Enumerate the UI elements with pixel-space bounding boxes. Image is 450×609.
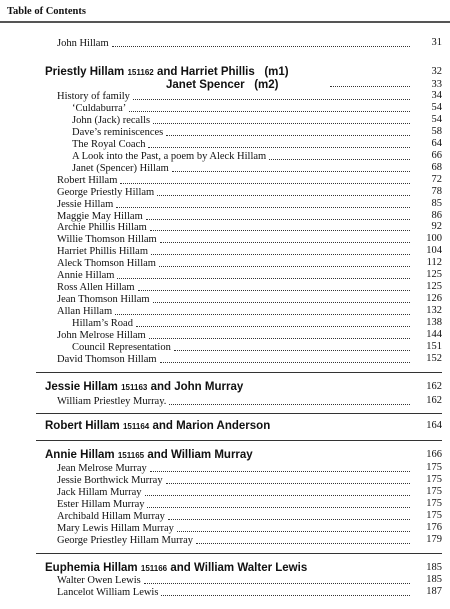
dot-leader: [150, 471, 410, 472]
entry-title: Robert Hillam: [57, 174, 118, 186]
entry-title: Harriet Phillis Hillam: [57, 246, 148, 258]
heading-spouse: Marion Anderson: [176, 420, 271, 432]
entry-page-number: 175: [426, 509, 442, 521]
entry-title: ‘Culdaburra’: [72, 102, 127, 114]
entry-title: Dave’s reminiscences: [72, 126, 164, 138]
entry-page-number: 175: [426, 485, 442, 497]
entry-title: Aleck Thomson Hillam: [57, 258, 156, 270]
entry-page-number: 179: [426, 533, 442, 545]
entry-title: Ester Hillam Murray: [57, 498, 145, 510]
section-heading: [45, 66, 289, 79]
dot-leader: [138, 290, 410, 291]
heading-joiner: and: [156, 66, 178, 78]
entry-title: George Priestly Hillam: [57, 186, 155, 198]
dot-leader: [133, 99, 410, 100]
dot-leader: [146, 219, 410, 220]
dot-leader: [144, 583, 410, 584]
entry-page-number: 100: [426, 233, 442, 245]
entry-title: Ross Allen Hillam: [57, 282, 135, 294]
entry-page-number: 112: [426, 257, 442, 269]
entry-page-number: 92: [431, 221, 442, 233]
entry-title: Allan Hillam: [57, 306, 113, 318]
entry-page-number: 34: [431, 90, 442, 101]
dot-leader: [330, 86, 410, 87]
dot-leader: [136, 326, 410, 327]
section-divider: [36, 440, 442, 441]
entry-title: John (Jack) recalls: [72, 114, 151, 126]
entry-page-number: 152: [426, 352, 442, 364]
toc-entry[interactable]: [57, 586, 410, 599]
entry-page-number: 175: [426, 497, 442, 509]
dot-leader: [149, 338, 410, 339]
dot-leader: [161, 595, 410, 596]
entry-page-number: 85: [431, 197, 442, 209]
heading-ref-id: 151162: [127, 68, 154, 77]
toc-entry[interactable]: [57, 353, 410, 366]
heading-page-number: 164: [426, 420, 442, 431]
entry-title: John Melrose Hillam: [57, 330, 146, 341]
entry-page-number: 125: [426, 281, 442, 293]
entry-title: Hillam’s Road: [72, 318, 133, 330]
section-divider: [36, 413, 442, 414]
dot-leader: [151, 254, 410, 255]
heading-spouse: William Walter Lewis: [194, 562, 308, 574]
entry-page-number: 162: [426, 395, 442, 406]
dot-leader: [166, 135, 410, 136]
entry-title: The Royal Coach: [72, 138, 146, 150]
heading-page-number: 33: [431, 79, 442, 90]
heading-spouse: John Murray: [174, 381, 244, 393]
dot-leader: [148, 147, 410, 148]
dot-leader: [112, 46, 410, 47]
heading-page-number: 185: [426, 562, 442, 573]
heading-page-number: 166: [426, 449, 442, 460]
dot-leader: [177, 531, 410, 532]
entry-title: John Hillam: [57, 38, 109, 49]
entry-page-number: 54: [431, 101, 442, 113]
entry-title: Jessie Hillam: [57, 198, 114, 210]
entry-title: Archibald Hillam Murray: [57, 510, 165, 522]
heading-name: Jessie Hillam: [45, 381, 118, 393]
dot-leader: [168, 519, 410, 520]
heading-joiner: and: [150, 381, 172, 393]
dot-leader: [115, 314, 410, 315]
dot-leader: [196, 543, 410, 544]
entry-title: History of family: [57, 91, 130, 102]
heading-page-number: 32: [431, 66, 442, 77]
header-rule: [0, 21, 450, 23]
dot-leader: [160, 242, 410, 243]
entry-page-number: 138: [426, 317, 442, 329]
dot-leader: [157, 195, 410, 196]
section-divider: [36, 553, 442, 554]
heading-ref-id: 151165: [117, 451, 145, 460]
entry-title: Jean Melrose Murray: [57, 463, 147, 474]
toc-entry[interactable]: [57, 395, 410, 408]
entry-title: Mary Lewis Hillam Murray: [57, 522, 174, 534]
dot-leader: [172, 171, 410, 172]
toc-entry[interactable]: [57, 37, 410, 50]
page-header: Table of Contents: [7, 6, 86, 17]
entry-page-number: 104: [426, 245, 442, 257]
dot-leader: [169, 404, 410, 405]
entry-page-number: 144: [426, 329, 442, 340]
entry-title: Jack Hillam Murray: [57, 486, 142, 498]
dot-leader: [116, 207, 410, 208]
heading-ref-id: 151166: [140, 564, 168, 573]
entry-title: Jean Thomson Hillam: [57, 294, 150, 306]
dot-leader: [147, 507, 410, 508]
marriage-marker: (m1): [264, 66, 289, 78]
entry-title: Maggie May Hillam: [57, 210, 143, 222]
heading-name: Euphemia Hillam: [45, 562, 138, 574]
entry-title: George Priestley Hillam Murray: [57, 534, 193, 546]
marriage-marker: (m2): [254, 79, 279, 91]
heading-name: Priestly Hillam: [45, 66, 125, 78]
heading-ref-id: 151164: [122, 422, 150, 431]
entry-page-number: 185: [426, 574, 442, 585]
section-divider: [36, 372, 442, 373]
entry-page-number: 31: [431, 37, 442, 48]
dot-leader: [269, 159, 410, 160]
entry-title: William Priestley Murray.: [57, 396, 167, 407]
heading-name: Annie Hillam: [45, 449, 115, 461]
toc-entry[interactable]: [57, 534, 410, 547]
heading-page-number: 162: [426, 381, 442, 392]
entry-title: David Thomson Hillam: [57, 353, 157, 365]
entry-title: Annie Hillam: [57, 270, 115, 282]
entry-title: Jessie Borthwick Murray: [57, 474, 163, 486]
entry-title: Archie Phillis Hillam: [57, 222, 147, 234]
entry-page-number: 176: [426, 521, 442, 533]
entry-title: Janet (Spencer) Hillam: [72, 162, 169, 174]
section-heading: [45, 381, 243, 394]
heading-spouse: Janet Spencer: [166, 79, 245, 91]
entry-page-number: 125: [426, 269, 442, 281]
entry-page-number: 68: [431, 161, 442, 173]
dot-leader: [150, 230, 410, 231]
dot-leader: [153, 302, 410, 303]
entry-title: Lancelot William Lewis: [57, 586, 159, 598]
entry-page-number: 175: [426, 462, 442, 473]
dot-leader: [174, 350, 410, 351]
heading-joiner: and: [170, 562, 191, 574]
entry-page-number: 175: [426, 473, 442, 485]
entry-page-number: 72: [431, 173, 442, 185]
dot-leader: [145, 495, 410, 496]
heading-ref-id: 151163: [121, 383, 148, 392]
entry-page-number: 58: [431, 125, 442, 137]
dot-leader: [120, 183, 410, 184]
entry-page-number: 54: [431, 113, 442, 125]
section-heading: [45, 420, 270, 433]
heading-name: Robert Hillam: [45, 420, 120, 432]
section-heading: [45, 449, 253, 462]
dot-leader: [153, 123, 410, 124]
entry-title: Willie Thomson Hillam: [57, 234, 157, 246]
heading-joiner: and: [147, 449, 168, 461]
entry-title: Walter Owen Lewis: [57, 575, 141, 586]
entry-page-number: 187: [426, 585, 442, 597]
entry-page-number: 126: [426, 293, 442, 305]
dot-leader: [129, 111, 410, 112]
entry-page-number: 86: [431, 209, 442, 221]
entry-title: A Look into the Past, a poem by Aleck Hillam: [72, 150, 267, 162]
entry-page-number: 64: [431, 137, 442, 149]
entry-page-number: 151: [426, 340, 442, 352]
entry-page-number: 78: [431, 185, 442, 197]
heading-spouse: William Murray: [170, 449, 253, 461]
entry-title: Council Representation: [72, 341, 171, 353]
entry-page-number: 132: [426, 305, 442, 317]
heading-joiner: and: [152, 420, 173, 432]
dot-leader: [117, 278, 410, 279]
dot-leader: [166, 483, 410, 484]
entry-page-number: 66: [431, 149, 442, 161]
heading-spouse: Harriet Phillis: [180, 66, 255, 78]
dot-leader: [160, 362, 410, 363]
dot-leader: [159, 266, 410, 267]
